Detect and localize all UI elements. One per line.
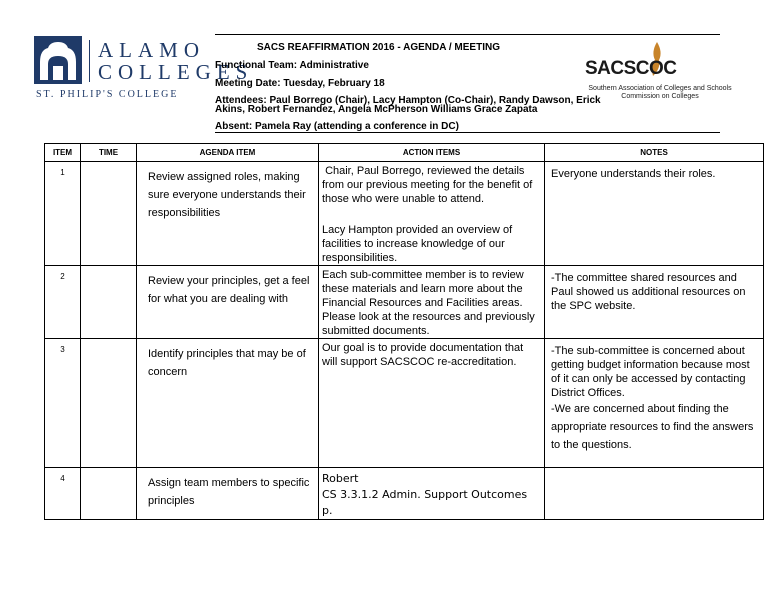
notes (545, 468, 764, 520)
document-title: SACS REAFFIRMATION 2016 - AGENDA / MEETING (257, 42, 500, 53)
agenda-item: Review assigned roles, making sure everyone understands their responsibilities (137, 162, 319, 266)
sacscoc-subtitle: Southern Association of Colleges and Schools Commission on Colleges (588, 85, 732, 100)
item-number: 4 (45, 468, 81, 520)
attendees-line-1: Attendees: Paul Borrego (Chair), Lacy Hampton (Co-Chair), Randy Dawson, Erick (215, 95, 601, 106)
attendees-line-2: Akins, Robert Fernandez, Angela McPherson Williams Grace Zapata (215, 104, 538, 115)
header-notes: NOTES (545, 144, 764, 162)
item-number: 2 (45, 266, 81, 339)
agenda-item: Review your principles, get a feel for what you are dealing with (137, 266, 319, 339)
notes (545, 339, 764, 468)
header-time: TIME (81, 144, 137, 162)
meeting-date: Meeting Date: Tuesday, February 18 (215, 78, 385, 89)
table-row (45, 468, 764, 520)
header-rule-bottom (215, 132, 720, 133)
action-paragraph: Chair, Paul Borrego, reviewed the details from our previous meeting for the benefit of those who were unable to attend. (322, 165, 536, 205)
header-item: ITEM (45, 144, 81, 162)
item-number: 3 (45, 339, 81, 468)
action-paragraph: Lacy Hampton provided an overview of facilities to increase knowledge of our responsibilities. (322, 224, 513, 264)
table-row (45, 162, 764, 266)
logo-college-name: ST. PHILIP'S COLLEGE (36, 89, 179, 100)
item-time (81, 468, 137, 520)
logo-divider (89, 40, 90, 82)
action-paragraph: Our goal is to provide documentation that will support SACSCOC re-accreditation. (322, 342, 524, 368)
notes (545, 162, 764, 266)
action-paragraph: CS 3.3.1.2 Admin. Support Outcomes p. (322, 488, 528, 517)
header-rule-top (215, 34, 720, 35)
agenda-item: Identify principles that may be of concern (137, 339, 319, 468)
logo-word-colleges: COLLEGES (98, 60, 254, 84)
table-row (45, 266, 764, 339)
notes-text: -We are concerned about finding the appropriate resources to find the answers to the questions. (551, 403, 754, 451)
notes-text: Everyone understands their roles. (551, 168, 716, 180)
mission-logo-icon (34, 36, 82, 84)
notes-text: -The committee shared resources and Paul showed us additional resources on the SPC website. (551, 272, 746, 312)
sacscoc-logo (585, 42, 735, 102)
item-number: 1 (45, 162, 81, 266)
agenda-table (44, 143, 764, 520)
action-items (319, 339, 545, 468)
action-paragraph: Robert (322, 472, 359, 485)
alamo-colleges-logo (34, 36, 254, 106)
sacscoc-wordmark: SACSCOC (585, 58, 677, 79)
table-header-row (45, 144, 764, 162)
item-time (81, 162, 137, 266)
action-items (319, 468, 545, 520)
header-agenda-item: AGENDA ITEM (137, 144, 319, 162)
action-paragraph: Each sub-committee member is to review these materials and learn more about the Financial Resources and Facilities areas. Please look at the resources and previously submitted documents. (322, 269, 535, 337)
header-action-items: ACTION ITEMS (319, 144, 545, 162)
item-time (81, 266, 137, 339)
notes-text: -The sub-committee is concerned about getting budget information because most of it can only be accessed by contacting District Offices. (551, 345, 750, 399)
functional-team: Functional Team: Administrative (215, 60, 369, 71)
item-time (81, 339, 137, 468)
notes (545, 266, 764, 339)
action-items (319, 162, 545, 266)
logo-word-alamo: ALAMO (98, 38, 205, 62)
action-items (319, 266, 545, 339)
agenda-item: Assign team members to specific principles (137, 468, 319, 520)
table-row (45, 339, 764, 468)
absent-line: Absent: Pamela Ray (attending a conference in DC) (215, 121, 459, 132)
